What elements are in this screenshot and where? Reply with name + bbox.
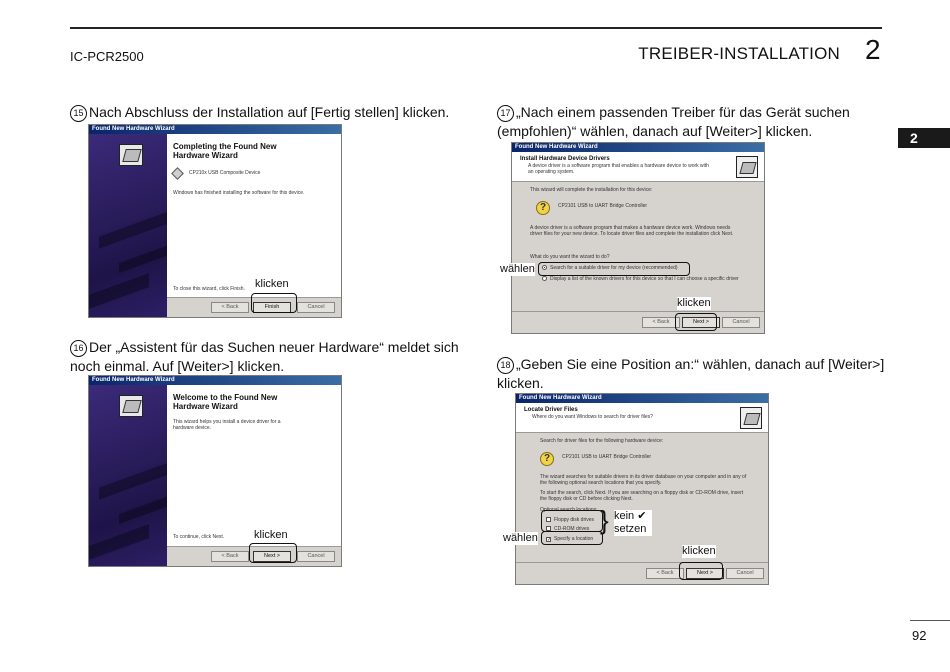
wizard-heading: Install Hardware Device Drivers: [520, 156, 610, 162]
wizard-hint: To continue, click Next.: [173, 534, 225, 540]
hardware-wizard-icon: [119, 395, 143, 417]
step-18: [497, 355, 887, 392]
specify-location-highlight: [541, 531, 603, 545]
back-button[interactable]: < Back: [211, 302, 249, 313]
option-highlight: [538, 262, 690, 276]
step-17: [497, 103, 887, 140]
select-callout: wählen: [500, 263, 535, 275]
option-label: Display a list of the known drivers for this device so that I can choose a specific driver: [550, 276, 739, 282]
back-button[interactable]: < Back: [646, 568, 684, 579]
step-number: 16: [70, 340, 87, 357]
click-callout: klicken: [255, 278, 289, 290]
next-highlight: [675, 313, 717, 331]
option-label: CD-ROM drives: [554, 526, 590, 532]
search-explanation: The wizard searches for suitable drivers in its driver database on your computer and in any of the following optional search locations that you specify.: [540, 474, 747, 486]
screenshot-locate-driver: [515, 393, 769, 585]
wizard-heading: Welcome to the Found New Hardware Wizard: [173, 393, 278, 411]
wizard-side-banner: [89, 134, 167, 317]
step-number: 17: [497, 105, 514, 122]
optional-locations-label: Optional search locations:: [540, 507, 598, 513]
hardware-wizard-icon: [736, 156, 758, 178]
hardware-wizard-icon: [740, 407, 762, 429]
brace: }: [600, 505, 609, 535]
back-button[interactable]: < Back: [642, 317, 680, 328]
step-number: 18: [497, 357, 514, 374]
no-check-callout: kein ✔ setzen: [614, 510, 652, 536]
window-title: Found New Hardware Wizard: [89, 376, 341, 385]
wizard-body: Windows has finished installing the software for this device.: [173, 190, 305, 196]
page-number: 92: [912, 628, 927, 643]
option-label: Search for a suitable driver for my device (recommended): [550, 265, 678, 271]
radio-button[interactable]: [542, 276, 547, 281]
step-text: „Nach einem passenden Treiber für das Gerät suchen (empfohlen)“ wählen, danach auf [Weiter>] klicken.: [497, 104, 850, 139]
step-15: [70, 103, 465, 122]
wizard-footer: [516, 562, 768, 584]
hardware-wizard-icon: [119, 144, 143, 166]
chapter-side-tab: 2: [898, 128, 950, 148]
device-name: CP2101 USB to UART Bridge Controller: [562, 454, 652, 460]
option-label: Floppy disk drives: [554, 517, 595, 523]
step-number: 15: [70, 105, 87, 122]
model-name: IC-PCR2500: [70, 49, 144, 64]
wizard-hint: To close this wizard, click Finish.: [173, 286, 245, 292]
driver-explanation: A device driver is a software program that makes a hardware device work. Windows needs driver files for your new device. To locate driver files and complete the installation click Next.: [530, 225, 734, 237]
finish-highlight: [251, 293, 297, 313]
question-device-icon: ?: [540, 452, 554, 466]
bottom-rule: [910, 620, 950, 621]
wizard-heading: Locate Driver Files: [524, 407, 578, 413]
next-button[interactable]: Next >: [682, 317, 720, 328]
step-text: „Geben Sie eine Position an:“ wählen, danach auf [Weiter>] klicken.: [497, 356, 885, 391]
cancel-button[interactable]: Cancel: [297, 302, 335, 313]
cancel-button[interactable]: Cancel: [722, 317, 760, 328]
device-name: CP210x USB Composite Device: [189, 170, 261, 176]
cancel-button[interactable]: Cancel: [726, 568, 764, 579]
wizard-subheading: Where do you want Windows to search for driver files?: [532, 414, 653, 420]
option-label: Specify a location: [554, 536, 594, 542]
intro-text: Search for driver files for the following hardware device:: [540, 438, 664, 444]
back-button[interactable]: < Back: [211, 551, 249, 562]
step-16: [70, 338, 465, 375]
chapter-number: 2: [865, 34, 881, 65]
wizard-footer: [512, 311, 764, 333]
wizard-subheading: A device driver is a software program that enables a hardware device to work with an operating system.: [528, 163, 709, 175]
wizard-side-banner: [89, 385, 167, 566]
cancel-button[interactable]: Cancel: [297, 551, 335, 562]
section-title: TREIBER-INSTALLATION: [638, 44, 840, 63]
window-title: Found New Hardware Wizard: [512, 143, 764, 152]
next-button[interactable]: Next >: [686, 568, 724, 579]
wizard-header-band: [516, 403, 768, 433]
checkbox-checked[interactable]: ✓: [547, 537, 552, 543]
step-text: Nach Abschluss der Installation auf [Fertig stellen] klicken.: [89, 104, 450, 120]
wizard-body: This wizard helps you install a device driver for a hardware device.: [173, 419, 281, 431]
click-callout: klicken: [677, 297, 711, 309]
wizard-heading: Completing the Found New Hardware Wizard: [173, 142, 277, 160]
screenshot-welcome-wizard: [88, 375, 342, 567]
finish-button[interactable]: Finish: [253, 302, 291, 313]
window-title: Found New Hardware Wizard: [89, 125, 341, 134]
next-button[interactable]: Next >: [253, 551, 291, 562]
option-display-list[interactable]: [542, 276, 742, 282]
device-line: [173, 170, 335, 176]
top-rule: [70, 27, 882, 29]
next-highlight: [249, 543, 297, 563]
checkbox-highlight: [541, 510, 603, 532]
select-callout: wählen: [503, 532, 538, 544]
question-device-icon: ?: [536, 201, 550, 215]
next-highlight: [679, 562, 723, 580]
usb-device-icon: [171, 167, 184, 180]
screenshot-install-drivers: [511, 142, 765, 334]
screenshot-finish-wizard: [88, 124, 342, 318]
device-name: CP2101 USB to UART Bridge Controller: [558, 203, 648, 209]
click-callout: klicken: [254, 529, 288, 541]
click-callout: klicken: [682, 545, 716, 557]
question-text: What do you want the wizard to do?: [530, 254, 610, 260]
step-text: Der „Assistent für das Suchen neuer Hardware“ meldet sich noch einmal. Auf [Weiter>] klicken.: [70, 339, 459, 374]
start-search-text: To start the search, click Next. If you are searching on a floppy disk or CD-ROM drive, insert the floppy disk or CD before clicking Next.: [540, 490, 744, 502]
intro-text: This wizard will complete the installation for this device:: [530, 187, 653, 193]
window-title: Found New Hardware Wizard: [516, 394, 768, 403]
wizard-header-band: [512, 152, 764, 182]
